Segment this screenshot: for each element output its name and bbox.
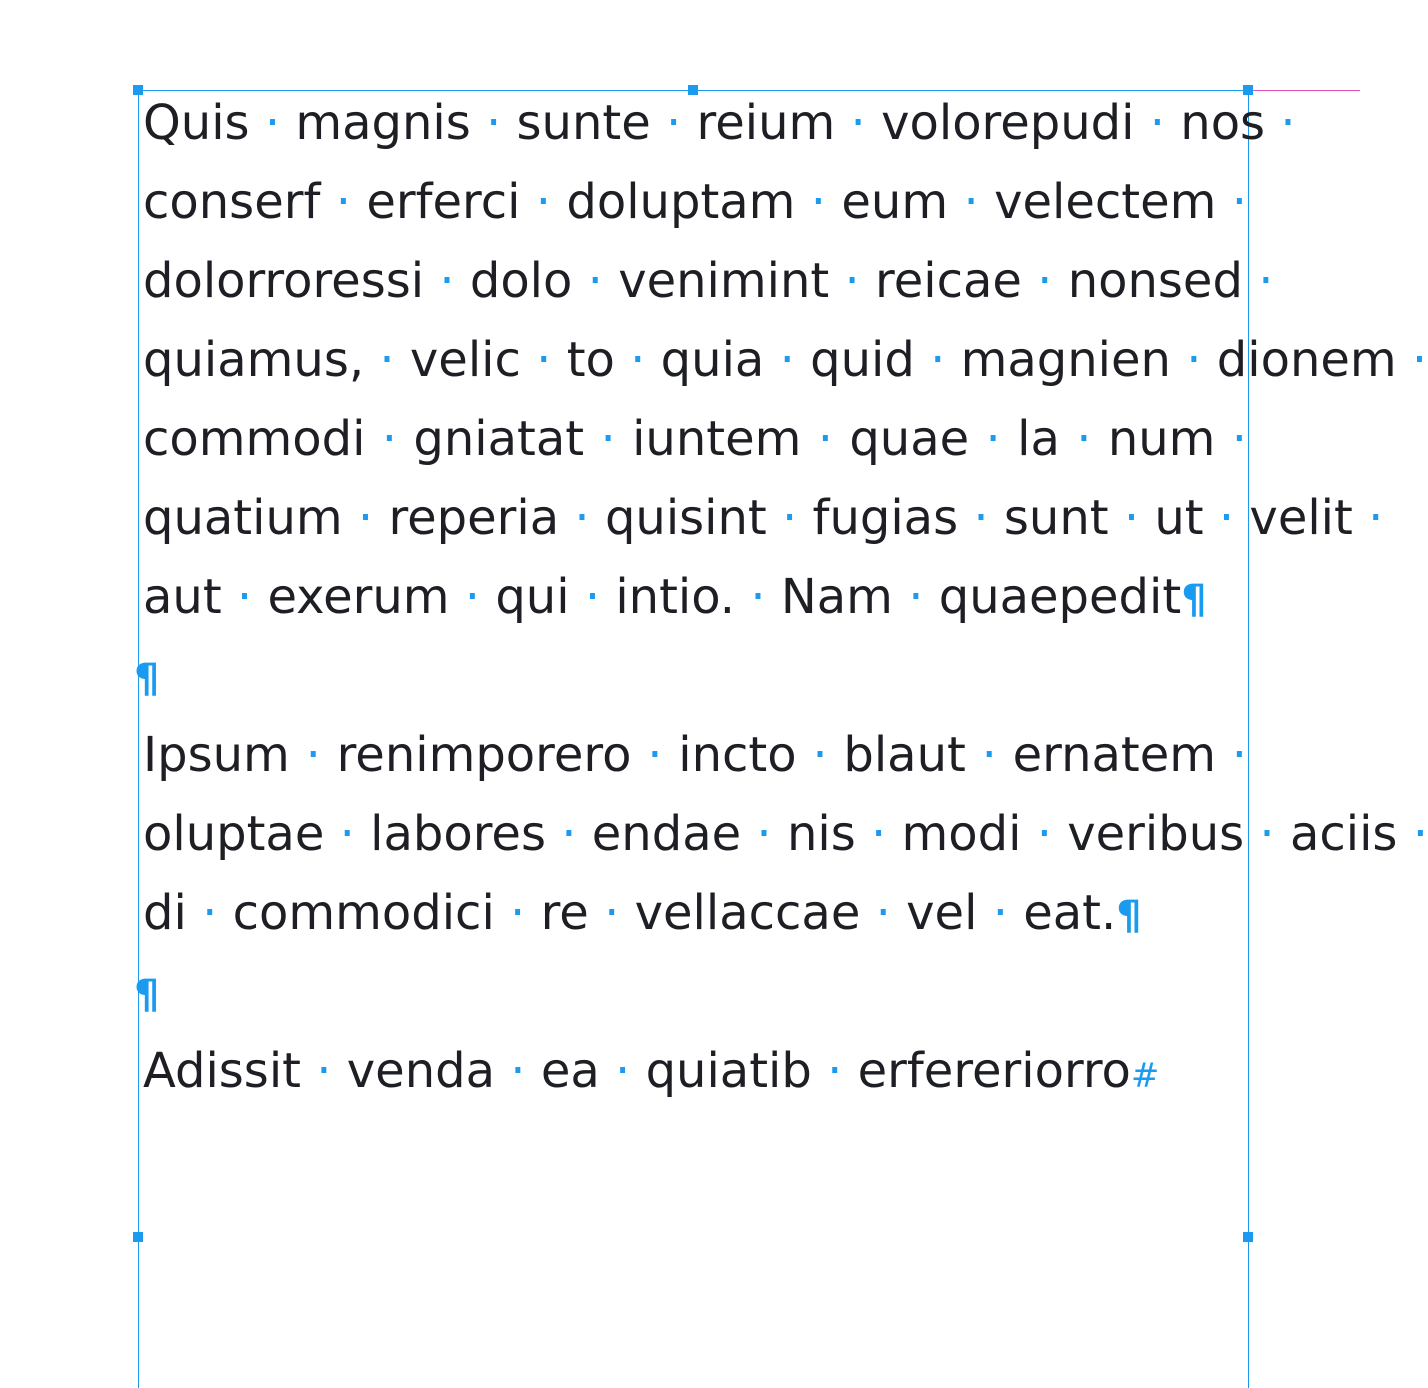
space-marker: · (439, 253, 455, 309)
space-marker: · (963, 174, 979, 230)
space-marker: · (817, 411, 833, 467)
text-line (143, 795, 1428, 874)
space-marker: · (1259, 806, 1275, 862)
end-of-story-marker: # (1130, 1056, 1160, 1096)
word: oluptae (143, 806, 325, 862)
text-line (143, 400, 1247, 479)
space-marker: · (779, 332, 795, 388)
word: quia (660, 332, 765, 388)
space-marker: · (827, 1043, 843, 1099)
paragraph (134, 637, 1247, 716)
paragraph-marker: ¶ (134, 972, 160, 1018)
word: quaepedit (938, 569, 1182, 625)
word: fugias (812, 490, 959, 546)
space-marker: · (1368, 490, 1384, 546)
space-marker: · (810, 174, 827, 230)
space-marker: · (1411, 332, 1428, 388)
space-marker: · (1218, 490, 1235, 546)
paragraph (143, 84, 1428, 637)
space-marker: · (750, 569, 766, 625)
space-marker: · (587, 253, 603, 309)
space-marker: · (486, 95, 502, 151)
space-marker: · (1123, 490, 1140, 546)
word: nis (786, 806, 856, 862)
word: gniatat (413, 411, 585, 467)
text-line (143, 558, 1247, 637)
space-marker: · (510, 885, 526, 941)
word: ea (540, 1043, 600, 1099)
space-marker: · (647, 727, 663, 783)
space-marker: · (1231, 727, 1248, 783)
space-marker: · (536, 332, 552, 388)
word: intio. (615, 569, 736, 625)
space-marker: · (1186, 332, 1202, 388)
word: venimint (618, 253, 830, 309)
word: endae (591, 806, 742, 862)
word: eat. (1023, 885, 1117, 941)
word: Adissit (143, 1043, 301, 1099)
word: ut (1154, 490, 1204, 546)
text-line (143, 321, 1428, 400)
text-line (143, 1032, 1247, 1111)
word: quid (810, 332, 915, 388)
space-marker: · (756, 806, 772, 862)
text-line (143, 479, 1384, 558)
word: commodi (143, 411, 366, 467)
word: labores (370, 806, 546, 862)
word: sunt (1003, 490, 1109, 546)
space-marker: · (202, 885, 218, 941)
space-marker: · (335, 174, 351, 230)
word: nos (1180, 95, 1266, 151)
space-marker: · (584, 569, 601, 625)
paragraph (143, 716, 1428, 953)
space-marker: · (236, 569, 253, 625)
space-marker: · (875, 885, 891, 941)
space-marker: · (316, 1043, 332, 1099)
space-marker: · (782, 490, 798, 546)
word: venda (346, 1043, 496, 1099)
word: la (1017, 411, 1060, 467)
space-marker: · (264, 95, 281, 151)
word: Nam (780, 569, 893, 625)
space-marker: · (844, 253, 860, 309)
word: veribus (1067, 806, 1245, 862)
word: exerum (267, 569, 450, 625)
word: doluptam (566, 174, 796, 230)
word: quatium (143, 490, 343, 546)
space-marker: · (1149, 95, 1165, 151)
space-marker: · (381, 411, 398, 467)
word: dolo (469, 253, 573, 309)
word: sunte (516, 95, 651, 151)
space-marker: · (850, 95, 866, 151)
space-marker: · (561, 806, 577, 862)
space-marker: · (812, 727, 828, 783)
word: erfereriorro (857, 1043, 1131, 1099)
space-marker: · (615, 1043, 631, 1099)
space-marker: · (985, 411, 1001, 467)
paragraph-marker: ¶ (1116, 893, 1142, 939)
word: velic (409, 332, 521, 388)
word: aciis (1289, 806, 1398, 862)
word: blaut (843, 727, 966, 783)
text-line (143, 84, 1296, 163)
word: quae (849, 411, 970, 467)
text-line (143, 163, 1247, 242)
handle-bottom-left[interactable] (133, 1232, 143, 1242)
word: magnien (960, 332, 1171, 388)
text-line (143, 874, 1247, 953)
space-marker: · (1280, 95, 1296, 151)
text-line (143, 716, 1247, 795)
space-marker: · (600, 411, 616, 467)
word: nonsed (1067, 253, 1243, 309)
word: velit (1249, 490, 1353, 546)
word: commodici (232, 885, 495, 941)
handle-top-left[interactable] (133, 85, 143, 95)
margin-guide (1249, 90, 1360, 91)
space-marker: · (908, 569, 924, 625)
word: velectem (994, 174, 1217, 230)
word: reicae (875, 253, 1022, 309)
space-marker: · (535, 174, 552, 230)
word: vellaccae (634, 885, 861, 941)
word: incto (678, 727, 797, 783)
space-marker: · (604, 885, 620, 941)
space-marker: · (339, 806, 355, 862)
space-marker: · (1076, 411, 1092, 467)
word: qui (495, 569, 570, 625)
paragraph (143, 1032, 1247, 1111)
word: to (566, 332, 615, 388)
space-marker: · (1231, 411, 1248, 467)
word: reperia (388, 490, 560, 546)
space-marker: · (870, 806, 887, 862)
word: reium (696, 95, 836, 151)
text-frame[interactable] (134, 84, 1428, 1111)
space-marker: · (464, 569, 481, 625)
word: vel (906, 885, 978, 941)
paragraph-marker: ¶ (1181, 577, 1207, 623)
space-marker: · (357, 490, 374, 546)
space-marker: · (574, 490, 590, 546)
word: di (143, 885, 187, 941)
word: volorepudi (881, 95, 1135, 151)
space-marker: · (510, 1043, 526, 1099)
word: Quis (143, 95, 250, 151)
word: quiatib (645, 1043, 812, 1099)
paragraph (134, 953, 1247, 1032)
word: modi (901, 806, 1022, 862)
handle-bottom-right[interactable] (1243, 1232, 1253, 1242)
word: ernatem (1012, 727, 1217, 783)
word: erferci (366, 174, 521, 230)
word: renimporero (336, 727, 632, 783)
space-marker: · (1258, 253, 1274, 309)
paragraph-marker: ¶ (134, 656, 160, 702)
text-line (143, 242, 1274, 321)
word: dolorroressi (143, 253, 425, 309)
word: iuntem (632, 411, 802, 467)
space-marker: · (379, 332, 395, 388)
word: eum (841, 174, 949, 230)
word: quisint (604, 490, 767, 546)
space-marker: · (992, 885, 1008, 941)
space-marker: · (981, 727, 997, 783)
space-marker: · (305, 727, 321, 783)
word: conserf (143, 174, 321, 230)
space-marker: · (666, 95, 682, 151)
word: dionem (1216, 332, 1397, 388)
word: magnis (295, 95, 471, 151)
space-marker: · (1037, 253, 1053, 309)
space-marker: · (1036, 806, 1052, 862)
space-marker: · (630, 332, 646, 388)
word: Ipsum (143, 727, 290, 783)
space-marker: · (1231, 174, 1247, 230)
space-marker: · (1412, 806, 1428, 862)
word: aut (143, 569, 222, 625)
space-marker: · (973, 490, 989, 546)
word: num (1107, 411, 1216, 467)
word: quiamus, (143, 332, 365, 388)
space-marker: · (930, 332, 946, 388)
text-frame-left-edge (138, 90, 139, 1388)
word: re (540, 885, 589, 941)
